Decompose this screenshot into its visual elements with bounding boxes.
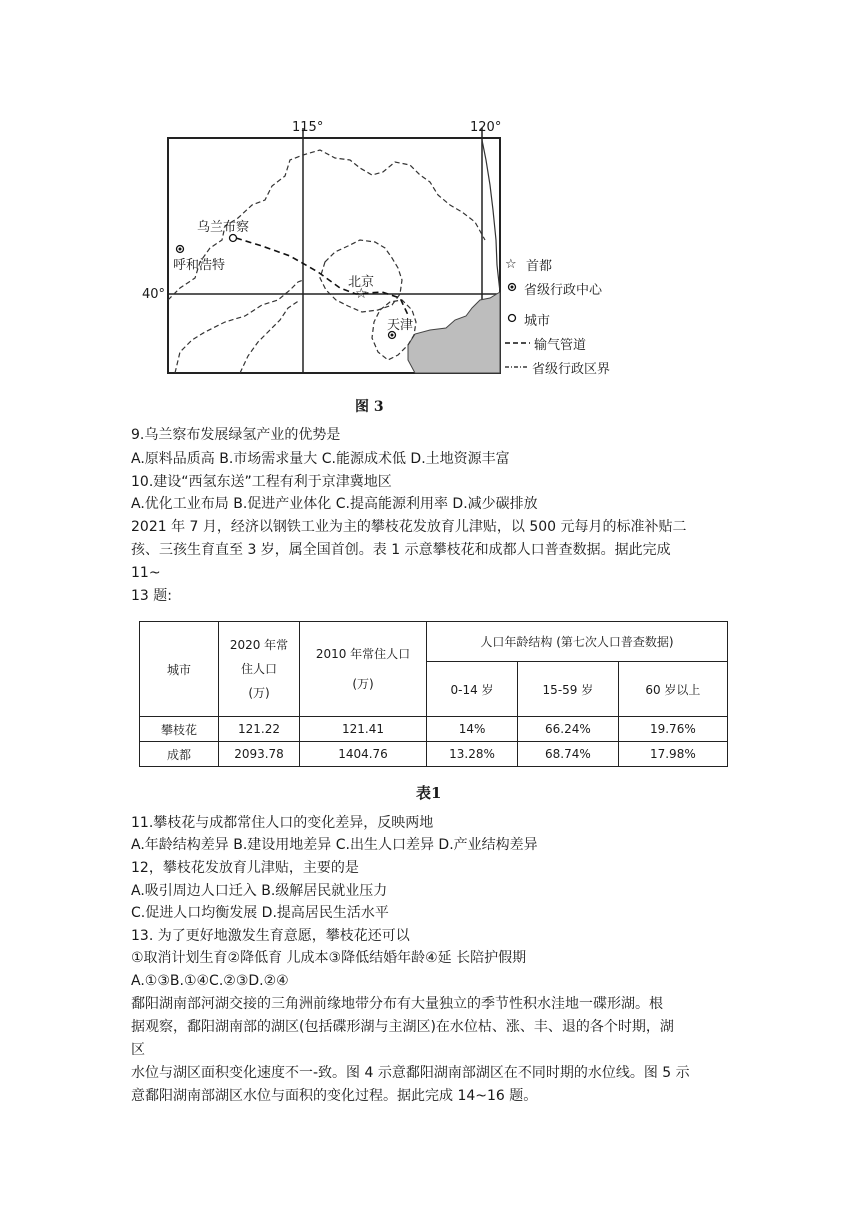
- sea-area: [408, 292, 500, 373]
- question-12-options-2: C.促进人口均衡发展 D.提高居民生活水平: [131, 905, 389, 921]
- header-age-structure: 人口年龄结构 (第七次人口普查数据): [427, 622, 728, 662]
- question-13-items: ①取消计划生育②降低育 儿成本③降低结婚年龄④延 长陪护假期: [131, 950, 527, 966]
- legend-label-capital: 首都: [526, 259, 553, 274]
- map-svg: [0, 0, 868, 420]
- cell-pop2010: 1404.76: [300, 742, 427, 767]
- province-boundary-inner: [240, 300, 300, 373]
- passage-line-2: 据观察，鄱阳湖南部的湖区(包括碟形湖与主湖区)在水位枯、涨、丰、退的各个时期，湖: [131, 1019, 674, 1035]
- city-label-hohhot: 呼和浩特: [173, 258, 226, 273]
- coastline: [482, 140, 500, 292]
- question-9-options: A.原料品质高 B.市场需求量大 C.能源成术低 D.土地资源丰富: [131, 451, 510, 467]
- question-10: 10.建设“西氢东送”工程有利于京津冀地区: [131, 474, 392, 490]
- header-age-60-plus: 60 岁以上: [618, 662, 727, 717]
- legend-label-boundary: 省级行政区界: [532, 362, 611, 377]
- city-label-beijing: 北京: [348, 275, 375, 290]
- passage-line-5: 意鄱阳湖南部湖区水位与面积的变化过程。据此完成 14~16 题。: [131, 1088, 538, 1104]
- question-10-options: A.优化工业布局 B.促进产业体化 C.提高能源利用率 D.减少碳排放: [131, 496, 538, 512]
- capital-star-beijing: ☆: [355, 286, 368, 302]
- figure3-map: [0, 0, 868, 420]
- cell-pop2020: 121.22: [219, 717, 300, 742]
- header-age-15-59: 15-59 岁: [518, 662, 619, 717]
- header-pop2020: [219, 622, 300, 717]
- legend-provincial-dot-icon: [511, 286, 514, 289]
- table1-caption: 表1: [416, 784, 442, 802]
- cell-pop2020: 2093.78: [219, 742, 300, 767]
- table-row: [140, 742, 728, 767]
- header-age-0-14: 0-14 岁: [427, 662, 518, 717]
- question-9: 9.乌兰察布发展绿氢产业的优势是: [131, 427, 341, 443]
- header-pop2020-line1: 2020 年常: [229, 638, 289, 652]
- cell-age3: 17.98%: [618, 742, 727, 767]
- city-label-wulanchabu: 乌兰布察: [197, 220, 250, 235]
- provincial-center-dot-hohhot: [179, 248, 182, 251]
- question-13: 13. 为了更好地激发生育意愿，攀枝花还可以: [131, 928, 410, 944]
- lat-label-40: 40°: [142, 287, 166, 302]
- passage-line-1: 鄱阳湖南部河湖交接的三角洲前缘地带分布有大量独立的季节性积水洼地一碟形湖。根: [131, 996, 663, 1012]
- question-12-options-1: A.吸引周边人口迁入 B.级解居民就业压力: [131, 883, 388, 899]
- legend-star-icon: ☆: [505, 257, 517, 272]
- intro-line-2: 孩、三孩生育直至 3 岁，属全国首创。表 1 示意攀枝花和成都人口普查数据。据此完成: [131, 542, 671, 558]
- lon-label-115: 115°: [292, 120, 324, 135]
- cell-age1: 14%: [427, 717, 518, 742]
- question-13-options: A.①③B.①④C.②③D.②④: [131, 973, 289, 989]
- table-1: [139, 621, 728, 767]
- city-label-tianjin: 天津: [387, 318, 414, 333]
- provincial-center-dot-tianjin: [391, 334, 394, 337]
- passage-line-4: 水位与湖区面积变化速度不一-致。图 4 示意鄱阳湖南部湖区在不同时期的水位线。图 5 示: [131, 1065, 690, 1081]
- question-11-options: A.年龄结构差异 B.建设用地差异 C.出生人口差异 D.产业结构差异: [131, 837, 538, 853]
- lon-label-120: 120°: [470, 120, 502, 135]
- cell-city: 成都: [140, 742, 219, 767]
- city-symbol-wulanchabu: [230, 235, 237, 242]
- header-city: 城市: [140, 622, 219, 717]
- cell-age2: 68.74%: [518, 742, 619, 767]
- cell-city: 攀枝花: [140, 717, 219, 742]
- table-row: [140, 717, 728, 742]
- question-11: 11.攀枝花与成都常住人口的变化差异，反映两地: [131, 815, 434, 831]
- legend-city-icon: [509, 315, 516, 322]
- gas-pipeline: [236, 238, 408, 315]
- intro-line-4: 13 题:: [131, 588, 172, 604]
- cell-pop2010: 121.41: [300, 717, 427, 742]
- header-pop2010: [300, 622, 427, 717]
- intro-line-1: 2021 年 7 月，经济以钢铁工业为主的攀枝花发放育儿津贴，以 500 元每月的标准补贴二: [131, 519, 687, 535]
- legend-label-pipeline: 输气管道: [534, 338, 587, 353]
- passage-line-3: 区: [131, 1042, 145, 1058]
- question-12: 12，攀枝花发放育儿津贴，主要的是: [131, 860, 359, 876]
- header-pop2010-line1: 2010 年常住人口: [315, 647, 411, 661]
- legend-label-city: 城市: [524, 314, 551, 329]
- header-pop2020-line3: (万): [248, 686, 270, 700]
- legend-label-provincial: 省级行政中心: [524, 283, 603, 298]
- cell-age1: 13.28%: [427, 742, 518, 767]
- intro-line-3: 11~: [131, 565, 161, 581]
- header-pop2020-line2: 住人口: [240, 662, 277, 676]
- figure3-caption: 图 3: [355, 399, 384, 415]
- cell-age3: 19.76%: [618, 717, 727, 742]
- header-pop2010-line2: (万): [352, 677, 374, 691]
- cell-age2: 66.24%: [518, 717, 619, 742]
